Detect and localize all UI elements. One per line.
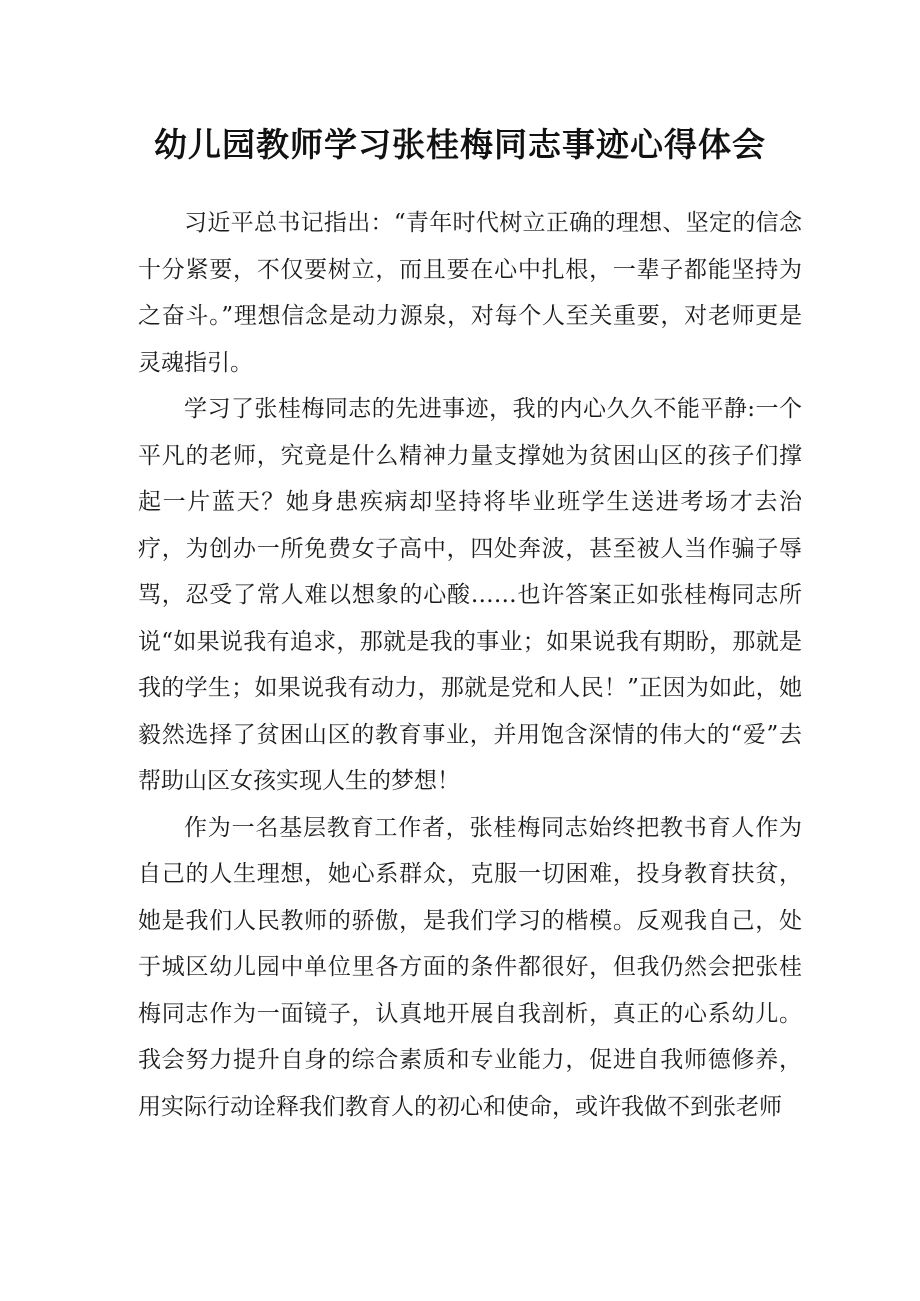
- document-body: [138, 200, 802, 1130]
- paragraph-2: 学习了张桂梅同志的先进事迹，我的内心久久不能平静:一个平凡的老师，究竟是什么精神力量支撑她为贫困山区的孩子们撑起一片蓝天？她身患疾病却坚持将毕业班学生送进考场才去治疗，为创办一所免费女子高中，四处奔波，甚至被人当作骗子辱骂，忍受了常人难以想象的心酸……也许答案正如张桂梅同志所说“如果说我有追求，那就是我的事业；如果说我有期盼，那就是我的学生；如果说我有动力，那就是党和人民！”正因为如此，她毅然选择了贫困山区的教育事业，并用饱含深情的伟大的“爱”去帮助山区女孩实现人生的梦想！: [138, 396, 802, 794]
- paragraph-3: 作为一名基层教育工作者，张桂梅同志始终把教书育人作为自己的人生理想，她心系群众，克服一切困难，投身教育扶贫，她是我们人民教师的骄傲，是我们学习的楷模。反观我自己，处于城区幼儿园中单位里各方面的条件都很好，但我仍然会把张桂梅同志作为一面镜子，认真地开展自我剖析，真正的心系幼儿。我会努力提升自身的综合素质和专业能力，促进自我师德修养，用实际行动诠释我们教育人的初心和使命，或许我做不到张老师: [138, 814, 802, 1120]
- document-title: 幼儿园教师学习张桂梅同志事迹心得体会: [154, 125, 766, 164]
- paragraph-1: 习近平总书记指出：“青年时代树立正确的理想、坚定的信念十分紧要，不仅要树立，而且要在心中扎根，一辈子都能坚持为之奋斗。”理想信念是动力源泉，对每个人至关重要，对老师更是灵魂指引。: [138, 210, 802, 376]
